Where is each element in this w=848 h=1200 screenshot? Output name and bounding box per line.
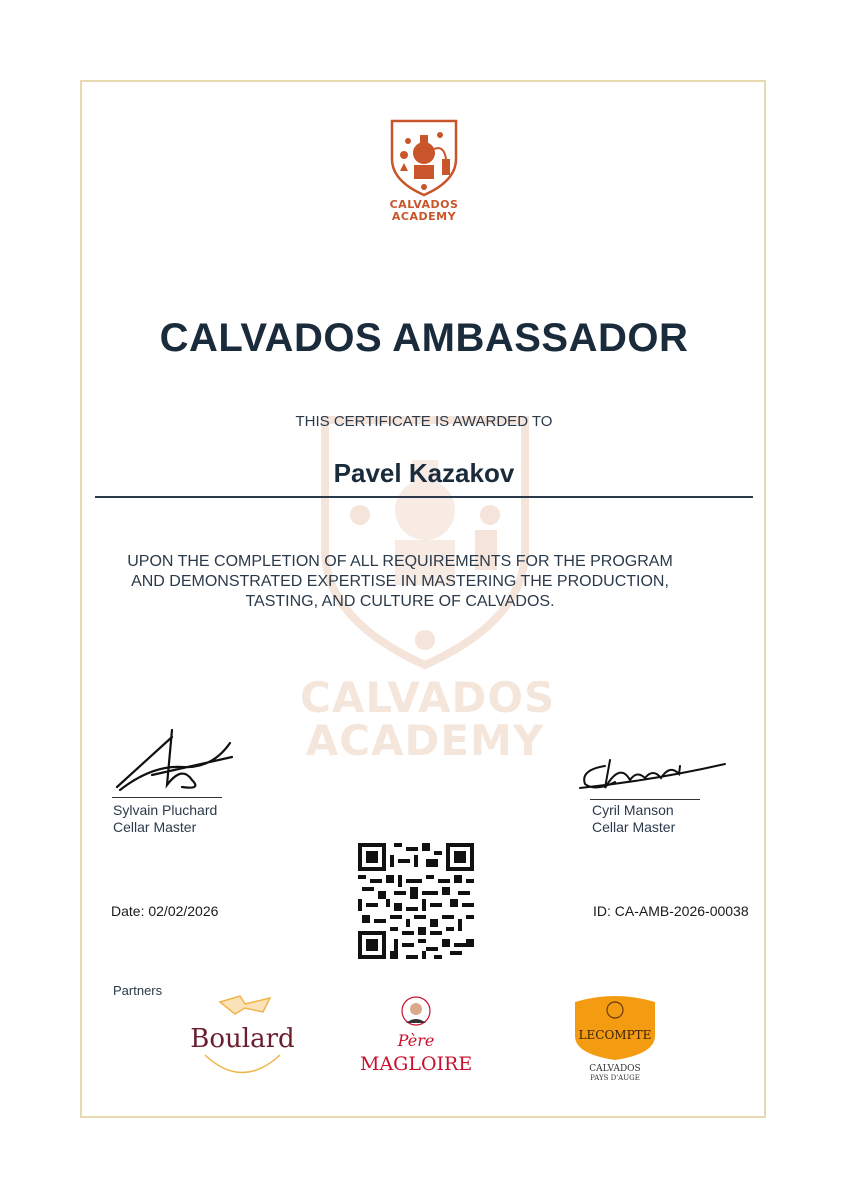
magloire-wordmark: MAGLOIRE [360, 1053, 473, 1075]
awarded-to-label: THIS CERTIFICATE IS AWARDED TO [295, 413, 553, 430]
partner-logo-lecompte [567, 992, 663, 1087]
statement-line-1: UPON THE COMPLETION OF ALL REQUIREMENTS FOR THE PROGRAM [127, 553, 673, 570]
certificate-id: ID: CA-AMB-2026-00038 [593, 903, 749, 919]
watermark-crest-icon [300, 400, 550, 670]
recipient-underline [95, 496, 753, 498]
lecompte-sub1: CALVADOS [589, 1064, 641, 1074]
academy-logo [380, 115, 468, 225]
partner-logo-boulard [180, 990, 305, 1085]
boulard-wordmark: Boulard [190, 1024, 295, 1054]
watermark-line2: ACADEMY [305, 716, 545, 765]
lecompte-wordmark: LECOMPTE [578, 1028, 652, 1042]
magloire-pere: Père [397, 1031, 435, 1050]
logo-line1: CALVADOS [389, 198, 459, 211]
signatory-right-role: Cellar Master [592, 819, 676, 835]
certificate-statement [100, 552, 700, 612]
distillery-crest-icon [380, 115, 468, 197]
logo-line2: ACADEMY [391, 210, 457, 223]
signatory-right-name: Cyril Manson [592, 802, 674, 818]
recipient-name: Pavel Kazakov [333, 458, 515, 488]
magloire-portrait-icon [400, 995, 432, 1031]
issue-date: Date: 02/02/2026 [111, 903, 219, 919]
partners-label: Partners [113, 983, 163, 998]
statement-line-2: AND DEMONSTRATED EXPERTISE IN MASTERING THE PRODUCTION, [131, 573, 669, 590]
lecompte-badge-icon [567, 992, 663, 1062]
signature-right [575, 752, 730, 797]
signatory-left-role: Cellar Master [113, 819, 197, 835]
boulard-ribbon-icon [215, 990, 275, 1020]
signature-line-left [112, 797, 222, 798]
signatory-left-name: Sylvain Pluchard [113, 802, 218, 818]
certificate-title: CALVADOS AMBASSADOR [159, 316, 689, 360]
qr-code-icon [358, 843, 474, 959]
boulard-apple-arc-icon [200, 1050, 285, 1080]
watermark-line1: CALVADOS [300, 673, 556, 722]
signature-line-right [590, 799, 700, 800]
partner-logo-pere-magloire [360, 995, 472, 1085]
lecompte-sub2: PAYS D'AUGE [590, 1074, 640, 1082]
signature-left [112, 725, 237, 795]
statement-line-3: TASTING, AND CULTURE OF CALVADOS. [245, 593, 555, 610]
